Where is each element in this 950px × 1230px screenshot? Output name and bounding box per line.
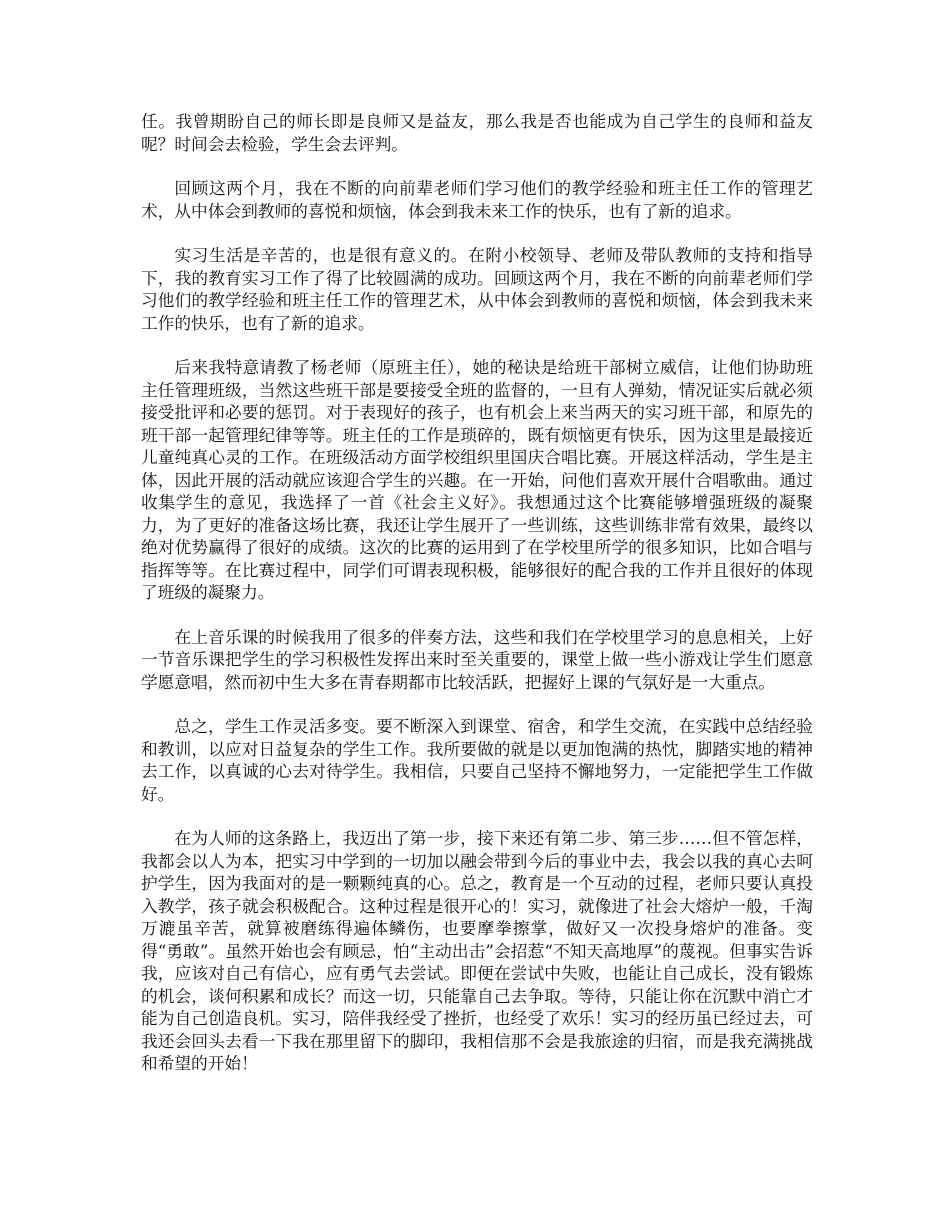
document-body [141,110,813,1097]
paragraph-internship-life: 实习生活是辛苦的，也是很有意义的。在附小校领导、老师及带队教师的支持和指导下，我的教育实习工作了得了比较圆满的成功。回顾这两个月，我在不断的向前辈老师们学习他们的教学经验和班主任工作的管理艺术，从中体会到教师的喜悦和烦恼，体会到我未来工作的快乐，也有了新的追求。 [141,245,813,333]
paragraph-class-management: 后来我特意请教了杨老师（原班主任），她的秘诀是给班干部树立威信，让他们协助班主任管理班级，当然这些班干部是要接受全班的监督的，一旦有人弹劾，情况证实后就必须接受批评和必要的惩罚。对于表现好的孩子，也有机会上来当两天的实习班干部，和原先的班干部一起管理纪律等等。班主任的工作是琐碎的，既有烦恼更有快乐，因为这里是最接近儿童纯真心灵的工作。在班级活动方面学校组织里国庆合唱比赛。开展这样活动，学生是主体，因此开展的活动就应该迎合学生的兴趣。在一开始，问他们喜欢开展什合唱歌曲。通过收集学生的意见，我选择了一首《社会主义好》。我想通过这个比赛能够增强班级的凝聚力，为了更好的准备这场比赛，我还让学生展开了一些训练，这些训练非常有效果，最终以绝对优势赢得了很好的成绩。这次的比赛的运用到了在学校里所学的很多知识，比如合唱与指挥等等。在比赛过程中，同学们可谓表现积极，能够很好的配合我的工作并且很好的体现了班级的凝聚力。 [141,357,813,602]
paragraph-music-class: 在上音乐课的时候我用了很多的伴奏方法，这些和我们在学校里学习的息息相关，上好一节音乐课把学生的学习积极性发挥出来时至关重要的，课堂上做一些小游戏让学生们愿意学愿意唱，然而初中生大多在青春期都市比较活跃，把握好上课的气氛好是一大重点。 [141,626,813,692]
paragraph-summary: 总之，学生工作灵活多变。要不断深入到课堂、宿舍，和学生交流，在实践中总结经验和教训，以应对日益复杂的学生工作。我所要做的就是以更加饱满的热忱，脚踏实地的精神去工作，以真诚的心去对待学生。我相信，只要自己坚持不懈地努力，一定能把学生工作做好。 [141,716,813,804]
paragraph-review: 回顾这两个月，我在不断的向前辈老师们学习他们的教学经验和班主任工作的管理艺术，从中体会到教师的喜悦和烦恼，体会到我未来工作的快乐，也有了新的追求。 [141,178,813,221]
paragraph-continuation: 任。我曾期盼自己的师长即是良师又是益友，那么我是否也能成为自己学生的良师和益友呢？时间会去检验，学生会去评判。 [141,111,813,154]
paragraph-conclusion: 在为人师的这条路上，我迈出了第一步，接下来还有第二步、第三步……但不管怎样，我都会以人为本，把实习中学到的一切加以融会带到今后的事业中去，我会以我的真心去呵护学生，因为我面对的是一颗颗纯真的心。总之，教育是一个互动的过程，老师只要认真投入教学，孩子就会积极配合。这种过程是很开心的！实习，就像进了社会大熔炉一般，千淘万漉虽辛苦，就算被磨练得遍体鳞伤，也要摩拳擦掌，做好又一次投身熔炉的准备。变得“勇敢”。虽然开始也会有顾忌，怕“主动出击”会招惹“不知天高地厚”的蔑视。但事实告诉我，应该对自己有信心，应有勇气去尝试。即便在尝试中失败，也能让自己成长，没有锻炼的机会，谈何积累和成长？而这一切，只能靠自己去争取。等待，只能让你在沉默中消亡才能为自己创造良机。实习，陪伴我经受了挫折，也经受了欢乐！实习的经历虽已经过去，可我还会回头去看一下我在那里留下的脚印，我相信那不会是我旅途的归宿，而是我充满挑战和希望的开始！ [141,828,813,1073]
